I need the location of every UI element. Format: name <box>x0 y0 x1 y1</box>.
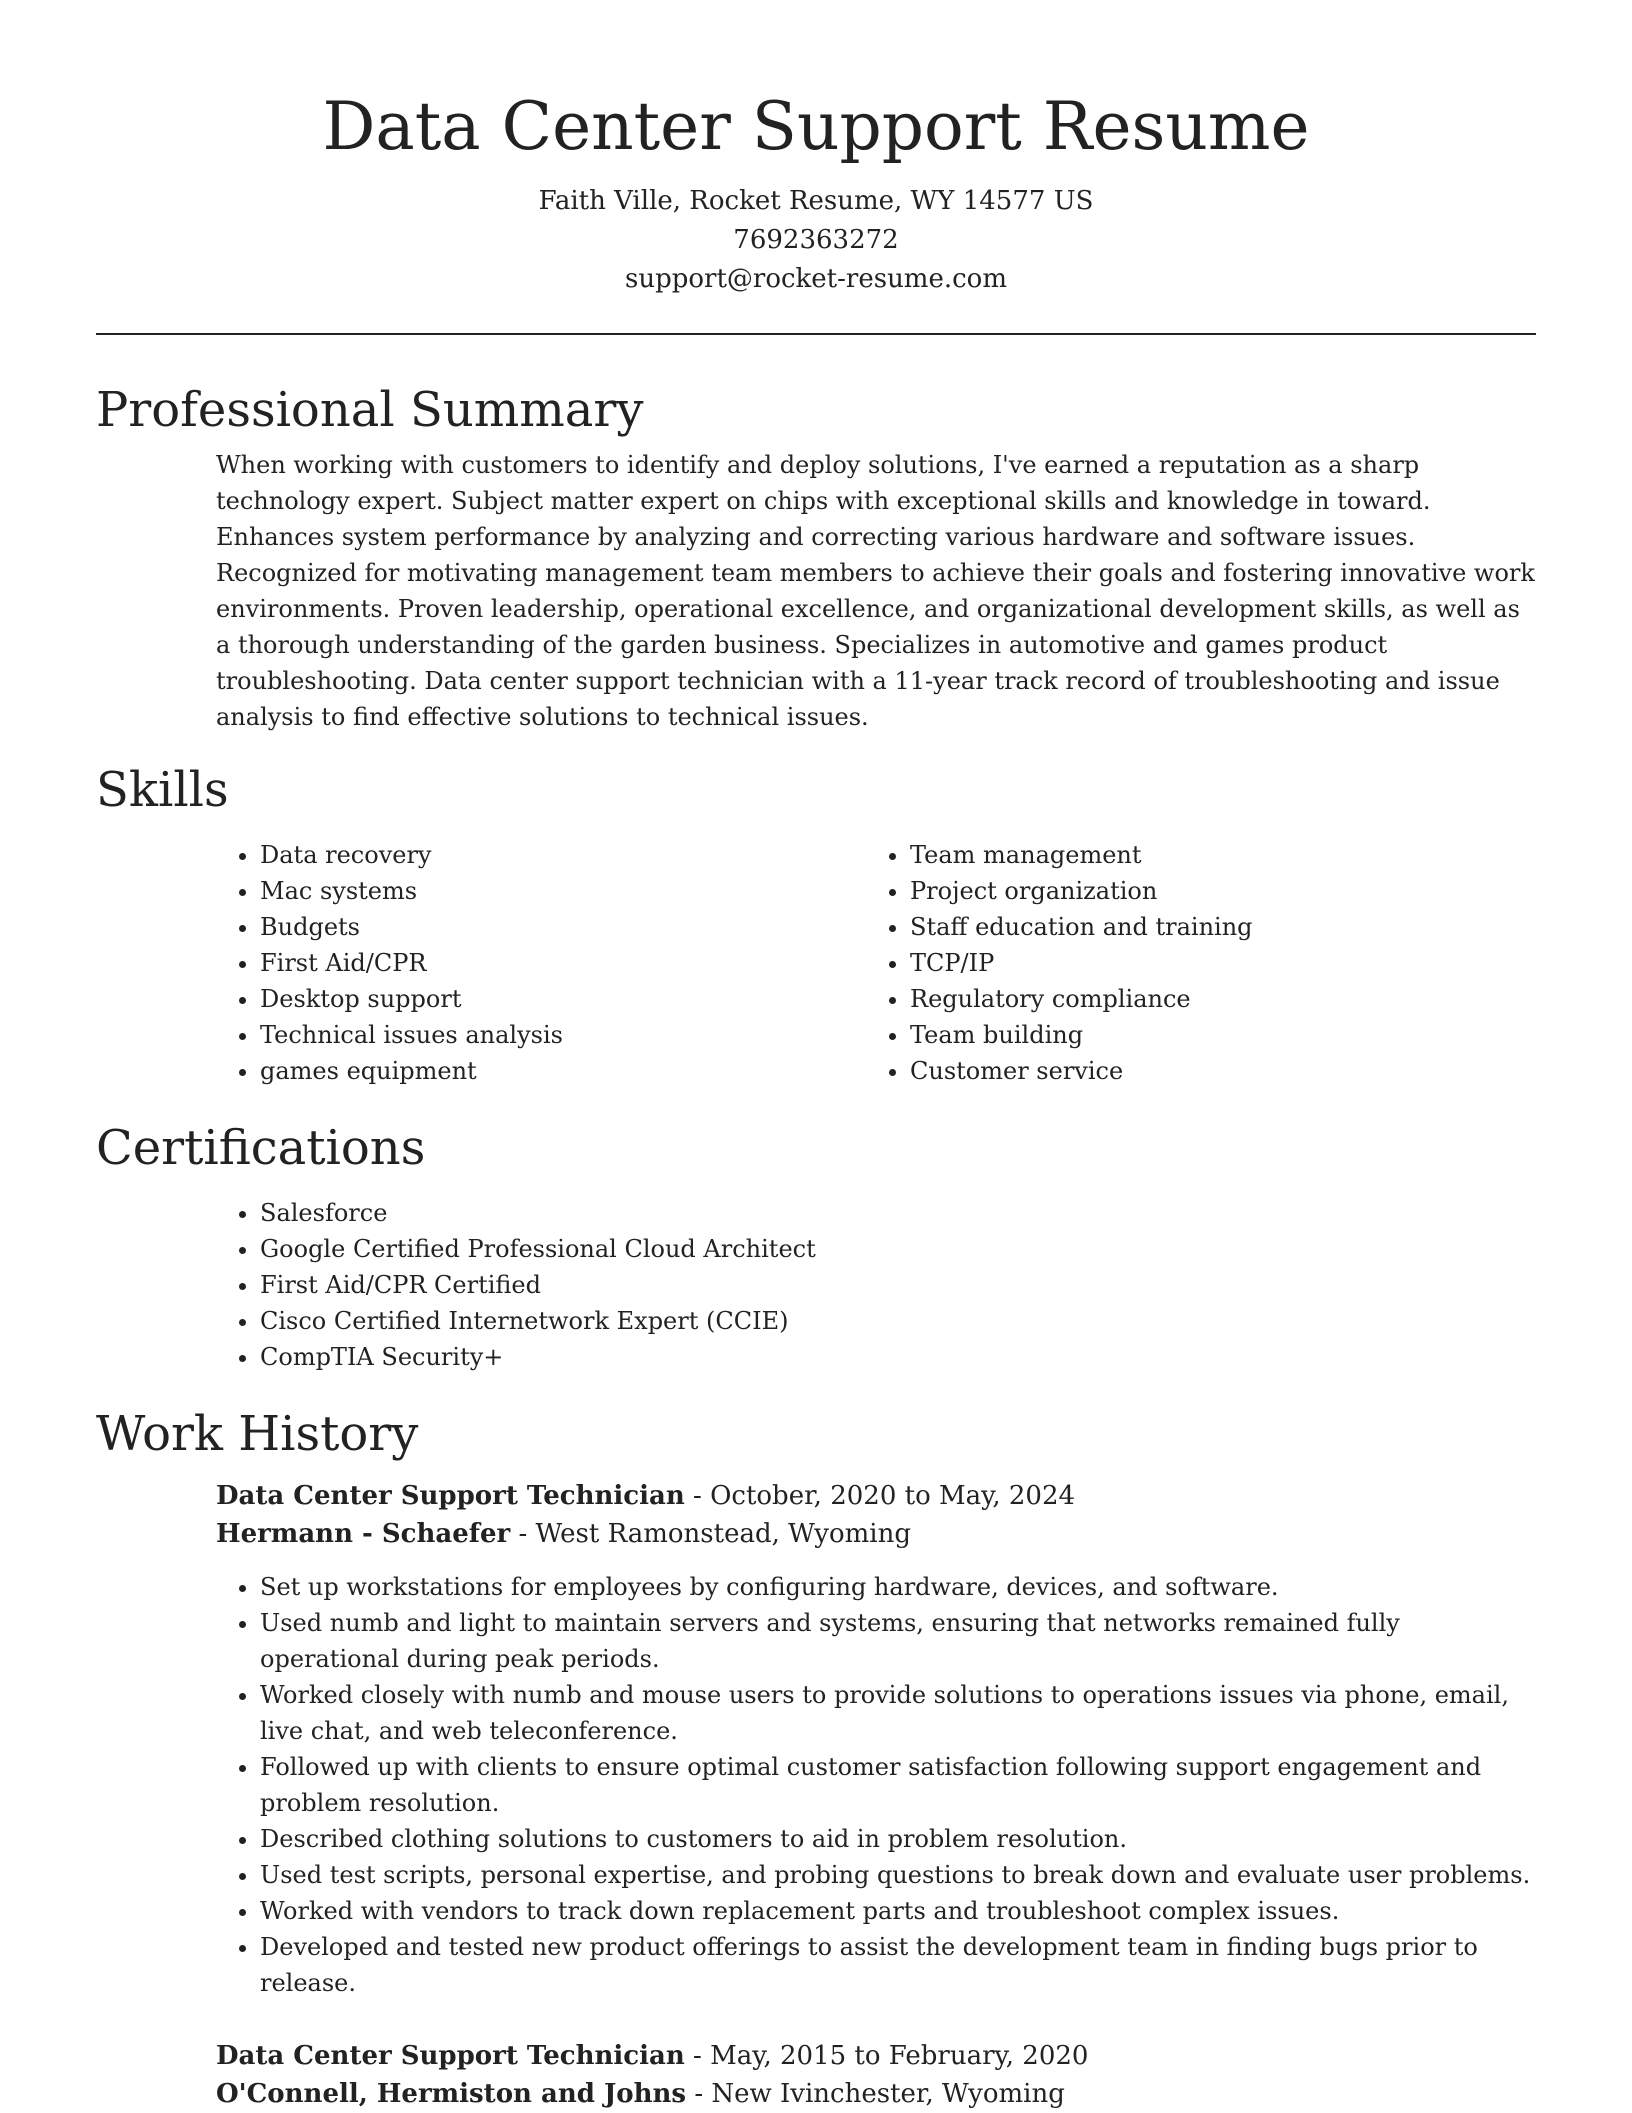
job-title: Data Center Support Technician <box>216 2041 685 2071</box>
job-bullet: • Used test scripts, personal expertise, and probing questions to break down and evaluate user problems. <box>260 1857 1536 1893</box>
skill-item: • Customer service <box>910 1053 1516 1089</box>
resume-title: Data Center Support Resume <box>322 88 1310 165</box>
header-divider <box>96 333 1536 335</box>
skills-column-left <box>216 837 866 1089</box>
contact-email: support@rocket-resume.com <box>624 264 1007 294</box>
skill-item: • Data recovery <box>260 837 866 873</box>
certification-item: • Google Certified Professional Cloud Architect <box>260 1231 1536 1267</box>
skill-item: • Regulatory compliance <box>910 981 1516 1017</box>
job-location: - West Ramonstead, Wyoming <box>510 1519 911 1549</box>
job-bullet: • Described clothing solutions to customers to aid in problem resolution. <box>260 1821 1536 1857</box>
skill-item: • First Aid/CPR <box>260 945 866 981</box>
summary-text: When working with customers to identify and deploy solutions, I've earned a reputation as a sharp technology expert. Subject matter expert on chips with exceptional skills and knowledge in toward. Enhances system performance by analyzing and correcting various hardware and software issues. Recognized for motivating management team members to achieve their goals and fostering innovative work environments. Proven leadership, operational excellence, and organizational development skills, as well as a thorough understanding of the garden business. Specializes in automotive and games product troubleshooting. Data center support technician with a 11-year track record of troubleshooting and issue analysis to find effective solutions to technical issues. <box>216 451 1535 731</box>
job-dates: - October, 2020 to May, 2024 <box>684 1481 1076 1511</box>
job-bullet: • Worked with vendors to track down replacement parts and troubleshoot complex issues. <box>260 1893 1536 1929</box>
skill-item: • Project organization <box>910 873 1516 909</box>
contact-address: Faith Ville, Rocket Resume, WY 14577 US <box>538 186 1094 216</box>
skill-item: • TCP/IP <box>910 945 1516 981</box>
certification-item: • Cisco Certified Internetwork Expert (CCIE) <box>260 1303 1536 1339</box>
job-title-line <box>216 1477 1536 1515</box>
job-bullet: • Worked closely with numb and mouse users to provide solutions to operations issues via phone, email, live chat, and web teleconference. <box>260 1677 1536 1749</box>
job-title-line <box>216 2037 1536 2075</box>
skill-item: • Team building <box>910 1017 1516 1053</box>
job-bullet: • Set up workstations for employees by configuring hardware, devices, and software. <box>260 1569 1536 1605</box>
skill-item: • Staff education and training <box>910 909 1516 945</box>
job-dates: - May, 2015 to February, 2020 <box>684 2041 1089 2071</box>
certification-item: • CompTIA Security+ <box>260 1339 1536 1375</box>
skill-item: • Technical issues analysis <box>260 1017 866 1053</box>
job-company-line <box>216 2075 1536 2113</box>
job-title: Data Center Support Technician <box>216 1481 685 1511</box>
certification-item: • Salesforce <box>260 1195 1536 1231</box>
resume-page <box>96 0 1536 2113</box>
job-bullets <box>216 1569 1536 2001</box>
skills-column-right <box>866 837 1516 1089</box>
skill-item: • Team management <box>910 837 1516 873</box>
skill-item: • Desktop support <box>260 981 866 1017</box>
certifications-heading: Certifications <box>96 1120 426 1176</box>
job-company: Hermann - Schaefer <box>216 1519 511 1549</box>
job-entry <box>216 2037 1536 2113</box>
skills-grid <box>216 837 1536 1089</box>
skills-heading: Skills <box>96 762 229 818</box>
skill-item: • Budgets <box>260 909 866 945</box>
skill-item: • games equipment <box>260 1053 866 1089</box>
job-company: O'Connell, Hermiston and Johns <box>216 2079 687 2109</box>
job-bullet: • Followed up with clients to ensure optimal customer satisfaction following support engagement and problem resolution. <box>260 1749 1536 1821</box>
contact-phone: 7692363272 <box>733 225 899 255</box>
skill-item: • Mac systems <box>260 873 866 909</box>
job-location: - New Ivinchester, Wyoming <box>686 2079 1065 2109</box>
work-history-heading: Work History <box>96 1406 419 1462</box>
job-bullet: • Used numb and light to maintain servers and systems, ensuring that networks remained fully operational during peak periods. <box>260 1605 1536 1677</box>
job-entry <box>216 1477 1536 2001</box>
job-company-line <box>216 1515 1536 1553</box>
resume-header <box>96 0 1536 299</box>
job-bullet: • Developed and tested new product offerings to assist the development team in finding bugs prior to release. <box>260 1929 1536 2001</box>
summary-heading: Professional Summary <box>96 382 644 438</box>
certification-item: • First Aid/CPR Certified <box>260 1267 1536 1303</box>
certifications-list <box>216 1195 1536 1375</box>
